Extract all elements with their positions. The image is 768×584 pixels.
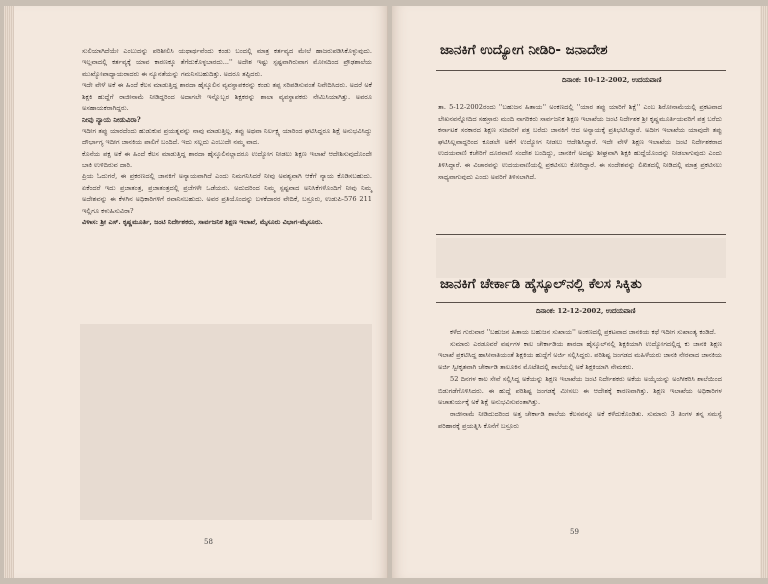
right-page <box>392 6 760 578</box>
page-number-right: 59 <box>570 528 579 536</box>
page-number-left: 58 <box>204 538 213 546</box>
left-page-text <box>82 46 372 229</box>
left-paragraph-1: ಸುಲಿಯಾಗಿದೆಯೇ ಎಂಬುದನ್ನು ಪರಿಶೀಲಿಸಿ ಯಥಾರ್ಥವೆಂದು ಕಂಡು ಬಂದಲ್ಲಿ ಮಾತ್ರ ಕರ್ತವ್ಯದ ಮೇಲೆ ಹಾಜರುಪಡಿಸಿಕೊಳ್ಳುವುದು. ಇಲ್ಲವಾದಲ್ಲಿ ಕರ್ತವ್ಯಕ್ಕೆ ಯಾವ ಕಾರಣಕ್ಕೂ ತೆಗೆದುಕೊಳ್ಳಬಾರದು...'' ಅದೇಶ ಇಷ್ಟು ಸ್ಪಷ್ಟವಾಗಿರುವಾಗ ಮೋಸದಿಂದ ಪ್ರೌಢಶಾಲೆಯ ಮುಖ್ಯೋಪಾಧ್ಯಾಯರಾದರು ಈ ನ್ಯೂನತೆಯನ್ನು ಗಮನಿಸಬಹುದಿತ್ತು. ಅದರೂ ತಪ್ಪಿದರು. <box>82 47 372 78</box>
question-heading: ನೀವು ನ್ಯಾಯ ನೀಡುವಿರಾ? <box>82 115 141 125</box>
article2-paragraph-1: ಕಳೆದ ಗುರುವಾರ ''ಬಹುಜನ ಹಿತಾಯ ಬಹುಜನ ಸುಖಾಯ'' ಅಂಕಣದಲ್ಲಿ ಪ್ರಕಟವಾದ ಜಾನಕಿಯ ಕಥೆ ಇದೀಗ ಸುಖಾಂತ್ಯ ಕಂಡಿದೆ. <box>450 328 716 336</box>
article1-body: ತಾ. 5-12-2002ರಂದು ''ಬಹುಜನ ಹಿತಾಯ'' ಅಂಕಣದಲ್ಲಿ ''ಯಾರ ತಪ್ಪು ಯಾರಿಗೆ ಶಿಕ್ಷೆ'' ಎಂಬ ಶಿರೋನಾಮೆಯಲ್ಲಿ ಪ್ರಕಟವಾದ ಲೇಖನವನ್ನೋದಿದ ಸಹಸ್ರಾರು ಮಂದಿ ನಾಗರಿಕರು ಸಾರ್ವಜನಿಕ ಶಿಕ್ಷಣ ಇಲಾಖೆಯ ಜಂಟಿ ನಿರ್ದೇಶಕ ಶ್ರೀ ಕೃಷ್ಣಮೂರ್ತಿಯವರಿಗೆ ಪತ್ರ ಬರೆದು ಕರ್ನಾಟಕ ಸರಕಾರದ ಶಿಕ್ಷಣ ಸಚಿವರಿಗೆ ಪತ್ರ ಬರೆದು ಜಾನಕಿಗೆ ಆದ ಅನ್ಯಾಯಕ್ಕೆ ಪ್ರತಿಭಟಿಸಿದ್ದಾರೆ. ಅದೀಗ ಇಲಾಖೆಯ ಯಾವುದೇ ತಪ್ಪು ಘಟಿಸಿಲ್ಲವಾದ್ದರಿಂದ ಕೂಡಲೇ ಅಕೆಗೆ ಉದ್ಯೋಗ ನೀಡಲು ಆದೇಶಿಸಿದ್ದಾರೆ. ಇದೇ ವೇಳೆ ಶಿಕ್ಷಣ ಇಲಾಖೆಯ ಜಂಟಿ ನಿರ್ದೇಶಕರಾದ ಉದಯವಾಣಿ ಕಚೇರಿಗೆ ದೂರವಾಣಿ ಸಂದೇಶ ಬಂದಿದ್ದು, ಜಾನಕಿಗೆ ಅದಷ್ಟು ಶೀಘ್ರವಾಗಿ ಶಿಕ್ಷಕಿ ಹುದ್ದೆಯೊಂದನ್ನು ನೀಡಲಾಗುವುದು ಎಂದು ತಿಳಿಸಿದ್ದಾರೆ. ಈ ವಿಚಾರವನ್ನು ಉದಯವಾಣಿಯಲ್ಲಿ ಪ್ರಕಟಿಸಲು ಕೋರಿದ್ದಾರೆ. ಈ ಸಂದೇಶವನ್ನು ಲಿಖಿತದಲ್ಲಿ ನೀಡಿದಲ್ಲಿ ಮಾತ್ರ ಪ್ರಕಟಿಸಲು ಸಾಧ್ಯವಾಗುವುದು ಎಂದು ಅವರಿಗೆ ತಿಳಿಸಲಾಗಿದೆ. <box>438 103 722 181</box>
left-page-edge <box>4 6 14 578</box>
article-separator <box>436 234 726 235</box>
address-block: ವಿಳಾಸ: ಶ್ರೀ ಎಸ್. ಕೃಷ್ಣಮೂರ್ತಿ, ಜಂಟಿ ನಿರ್ದೇಶಕರು, ಸಾರ್ವಜನಿಕ ಶಿಕ್ಷಣ ಇಲಾಖೆ, ಮೈಸೂರು ವಿಭಾಗ-ಮೈಸೂರು. <box>82 218 323 227</box>
article1-title: ಜಾನಕಿಗೆ ಉದ್ಯೋಗ ನೀಡಿರಿ- ಜನಾದೇಶ <box>440 42 608 58</box>
left-paragraph-3: ಇದೀಗ ತಪ್ಪು ಯಾರದೆಂದು ಹುಡುಕುವ ಪ್ರಯತ್ನವನ್ನು ನಾವು ಮಾಡುತ್ತಿಲ್ಲ. ತಪ್ಪು ಅಥವಾ ನಿರ್ಲಕ್ಷ್ಯ ಯಾರಿಂದ ಘಟಿಸಿದ್ದರೂ ಶಿಕ್ಷೆ ಅನುಭವಿಸಿದ್ದು ದೌರ್ಭಾಗ್ಯ ಇದೀಗ ಜಾನಕಿಯ ಪಾಲಿಗೆ ಬಂದಿದೆ. ಇದು ಸಲ್ಲದು ಎಂಬುದೇ ನಮ್ಮ ವಾದ. <box>82 126 372 147</box>
article2-title: ಜಾನಕಿಗೆ ಚೇರ್ಕಾಡಿ ಹೈಸ್ಕೂಲ್‌ನಲ್ಲಿ ಕೆಲಸ ಸಿಕ್ಕಿತು <box>440 276 642 292</box>
faded-print-area <box>80 324 372 520</box>
left-paragraph-5: ಪ್ರಿಯ ಓದುಗರೆ, ಈ ಪ್ರಕರಣದಲ್ಲಿ ಜಾನಕಿಗೆ ಅನ್ಯಾಯವಾಗಿದೆ ಎಂದು ನಿಮಗನಿಸಿದರೆ ನೀವು ಅವಶ್ಯವಾಗಿ ಆಕೆಗೆ ನ್ಯಾಯ ಕೊಡಿಸಬಹುದು. ಏಕೆಂದರೆ ಇದು ಪ್ರಜಾತಂತ್ರ, ಪ್ರಜಾತಂತ್ರದಲ್ಲಿ ಪ್ರಜೆಗಳೇ ಒಡೆಯರು. ಅದುದರಿಂದ ನಿಮ್ಮ ಸ್ಪಷ್ಟವಾದ ಅನಿಸಿಕೆಗಳೊಂದಿಗೆ ನೀವು ನಿಮ್ಮ ಅದೇಶವನ್ನು ಈ ಕೆಳಗಿನ ಅಧಿಕಾರಿಗಳಿಗೆ ರವಾನಿಸಬಹುದು. ಅವರ ಪ್ರತಿಯೊಂದನ್ನು ಬಳಕೆದಾರರ ವೇದಿಕೆ, ಬಸ್ರೂರು, ಉಡುಪಿ-576 211 ಇಲ್ಲಿಗೂ ಕಳುಹಿಸುವಿರಾ? <box>82 172 372 215</box>
article1-date: ದಿನಾಂಕ: 10-12-2002, ಉದಯವಾಣಿ <box>562 76 662 84</box>
article2-paragraph-3: 52 ದಿನಗಳ ಕಾಲ ಸೇವೆ ಸಲ್ಲಿಸಿದ್ದ ಅಕೆಯನ್ನು ಶಿಕ್ಷಣ ಇಲಾಖೆಯ ಜಂಟಿ ನಿರ್ದೇಶಕರು ಅಕೆಯ ಅಯ್ಕೆಯನ್ನು ಅಂಗೀಕರಿಸಿ ಶಾಲೆಯಿಂದ ಬಿಡುಗಡೆಗೊಳಿಸಿದರು. ಈ ಹುದ್ದೆ ಪರಿಶಿಷ್ಟ ಜಂಗಡಕ್ಕೆ ಮೀಸಲು ಈ ಆದೇಶಕ್ಕೆ ಕಾರಣವಾಗಿತ್ತು. ಶಿಕ್ಷಣ ಇಲಾಖೆಯ ಅಧಿಕಾರಿಗಳ ಅಚಾತುರ್ಯಕ್ಕೆ ಅಕೆ ಶಿಕ್ಷೆ ಅನುಭವಿಸುವಂತಾಗಿತ್ತು. <box>438 374 722 407</box>
article1-rule <box>436 70 726 71</box>
article2-paragraph-4: ರಾಜೀನಾಮೆ ನೀಡಿದುದರಿಂದ ಅತ್ತ ಚೇರ್ಕಾಡಿ ಶಾಲೆಯ ಕೆಲಸವನ್ನೂ ಅಕೆ ಕಳೆದುಕೊಂಡಿತು. ಸುಮಾರು 3 ತಿಂಗಳ ತನ್ನ ಸಮಸ್ಯೆ ಪರಿಹಾರಕ್ಕೆ ಪ್ರಯತ್ನಿಸಿ ಕೊನೆಗೆ ಬಸ್ರೂರು <box>438 409 722 430</box>
article2-date: ದಿನಾಂಕ: 12-12-2002, ಉದಯವಾಣಿ <box>536 307 636 315</box>
left-page <box>14 6 388 578</box>
faded-print-area-right <box>436 238 726 278</box>
left-paragraph-4: ಕೊನೆಯ ಪಕ್ಷ ಅಕೆ ಈ ಹಿಂದೆ ಕೆಲಸ ಮಾಡುತ್ತಿದ್ದ ಶಾರದಾ ಹೈಸ್ಕೂಲಿನಲ್ಲಾದರೂ ಉದ್ಯೋಗ ನೀಡಲು ಶಿಕ್ಷಣ ಇಲಾಖೆ ಆದೇಶಿಸುವುದೊಂದೇ ಬಾಕಿ ಉಳಿದಿರುವ ದಾರಿ. <box>82 149 372 170</box>
article2-rule <box>436 302 726 303</box>
left-paragraph-2: ಇದೇ ವೇಳೆ ಅಕೆ ಈ ಹಿಂದೆ ಕೆಲಸ ಮಾಡುತ್ತಿದ್ದ ಶಾರದಾ ಹೈಸ್ಕೂಲಿನ ವ್ಯವಸ್ಥಾಪಕರನ್ನು ಕಂಡು ತಪ್ಪ ಸರಿಪಡಿಸುವಂತೆ ನಿವೇದಿಸಿದರು. ಅದರೆ ಅಕೆ ಶಿಕ್ಷಕಿ ಹುದ್ದೆಗೆ ರಾಜೀನಾಮೆ ನೀಡಿದ್ದರಿಂದ ಅದಾಗಲೇ ಇನ್ನೊಬ್ಬರ ಶಿಕ್ಷಕರನ್ನು ಶಾಲಾ ವ್ಯವಸ್ಥಾಪಕರು ನೇಮಿಸಿಯಾಗಿತ್ತು. ಅವರೂ ಅಸಹಾಯಕರಾಗಿದ್ದರು. <box>82 81 372 113</box>
article2-body <box>438 327 722 432</box>
article2-paragraph-2: ಸುಮಾರು ಎರಡೂವರೆ ವರ್ಷಗಳ ಕಾಲ ಚೇರ್ಕಾಡಿಯ ಶಾರದಾ ಹೈಸ್ಕೂಲ್‌ನಲ್ಲಿ ಶಿಕ್ಷಕಿಯಾಗಿ ಉದ್ಯೋಗದಲ್ಲಿದ್ದ ಕು ಜಾನಕಿ ಶಿಕ್ಷಣ ಇಲಾಖೆ ಪ್ರಕಟಿಸಿದ್ದ ಹಾಸೀನಾತಿಯಂತೆ ಶಿಕ್ಷಕಿಯ ಹುದ್ದೆಗೆ ಅರ್ಜಿ ಸಲ್ಲಿಸಿದ್ದರು. ಪರಿಶಿಷ್ಟ ಜಂಗಡದ ಮಹಿಳೆಯರು ಜಾನಕಿ ನೇರವಾದ ಜಾನಕಿಯ ಅರ್ಜಿ ಸ್ವೀಕೃತವಾಗಿ ಚೇರ್ಕಾಡಿ ತಾಲೂಕಿನ ಮೊಟೆತಿದಲ್ಲಿ ಶಾಲೆಯಲ್ಲಿ ಅಕೆ ಶಿಕ್ಷಕಿಯಾಗಿ ನೇಮಕರು. <box>438 339 722 372</box>
